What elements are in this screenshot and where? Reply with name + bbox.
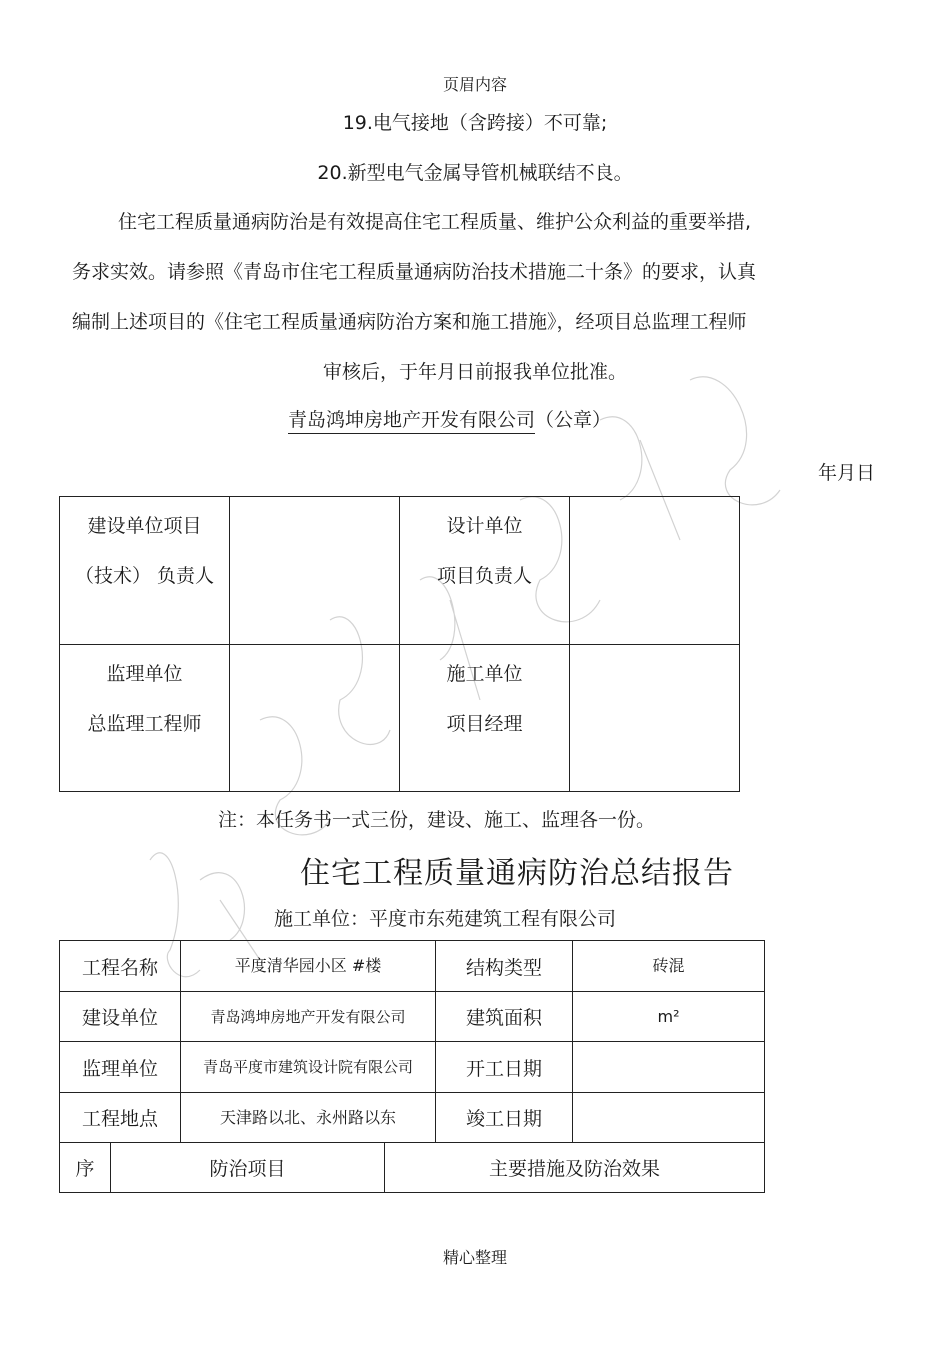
sign-label: （技术） 负责人 [74,565,215,587]
company-name: 青岛鸿坤房地产开发有限公司 [288,409,535,434]
signature-row [60,497,740,645]
list-item-20: 20.新型电气金属导管机械联结不良。 [317,162,633,184]
label-start-date: 开工日期 [436,1042,573,1093]
list-item-19: 19.电气接地（含跨接）不可靠; [342,112,608,134]
sign-label: 项目负责人 [436,565,532,587]
sign-cell-owner [60,497,230,645]
value-supervisor: 青岛平度市建筑设计院有限公司 [181,1042,436,1093]
value-structure-type: 砖混 [573,941,765,992]
value-location: 天津路以北、永州路以东 [181,1093,436,1143]
signature-row [60,645,740,792]
sign-field-owner [230,497,400,645]
sign-cell-supervision [60,645,230,792]
sign-field-supervision [230,645,400,792]
label-completion-date: 竣工日期 [436,1093,573,1143]
table-header-row [60,1143,765,1193]
sign-field-construction [570,645,740,792]
label-supervisor: 监理单位 [60,1042,181,1093]
table-row [60,992,765,1042]
sign-label: 设计单位 [446,515,523,537]
sign-cell-construction [400,645,570,792]
value-start-date [573,1042,765,1093]
sign-label: 施工单位 [446,663,523,685]
table-row [60,941,765,992]
page-header: 页眉内容 [442,75,507,94]
table-row [60,1042,765,1093]
paragraph-line-3: 编制上述项目的《住宅工程质量通病防治方案和施工措施》，经项目总监理工程师 [72,311,747,333]
paragraph-line-2: 务求实效。请参照《青岛市住宅工程质量通病防治技术措施二十条》的要求，认真 [72,261,757,283]
label-owner: 建设单位 [60,992,181,1042]
seal-line [288,405,611,432]
label-structure-type: 结构类型 [436,941,573,992]
note-text: 注：本任务书一式三份，建设、施工、监理各一份。 [218,809,656,831]
value-completion-date [573,1093,765,1143]
signature-table [59,496,740,792]
value-area: m² [573,992,765,1042]
header-item: 防治项目 [111,1143,385,1193]
table-row [60,1093,765,1143]
value-owner: 青岛鸿坤房地产开发有限公司 [181,992,436,1042]
sign-label: 监理单位 [106,663,183,685]
label-project-name: 工程名称 [60,941,181,992]
report-title: 住宅工程质量通病防治总结报告 [300,856,734,891]
sign-label: 建设单位项目 [87,515,202,537]
page-footer: 精心整理 [442,1248,507,1267]
sign-label: 总监理工程师 [87,713,202,735]
paragraph-line-4: 审核后，于年月日前报我单位批准。 [322,361,627,383]
sign-label: 项目经理 [446,713,523,735]
label-location: 工程地点 [60,1093,181,1143]
seal-suffix: （公章） [535,409,612,431]
project-info-table [59,940,765,1143]
header-seq: 序 [60,1143,111,1193]
paragraph-line-1: 住宅工程质量通病防治是有效提高住宅工程质量、维护公众利益的重要举措, [118,211,752,233]
date-text: 年月日 [818,462,876,484]
label-area: 建筑面积 [436,992,573,1042]
value-project-name: 平度清华园小区 #楼 [181,941,436,992]
header-measures: 主要措施及防治效果 [385,1143,765,1193]
contractor-line: 施工单位：平度市东苑建筑工程有限公司 [274,908,617,930]
measures-table [59,1142,765,1193]
sign-field-design [570,497,740,645]
sign-cell-design [400,497,570,645]
